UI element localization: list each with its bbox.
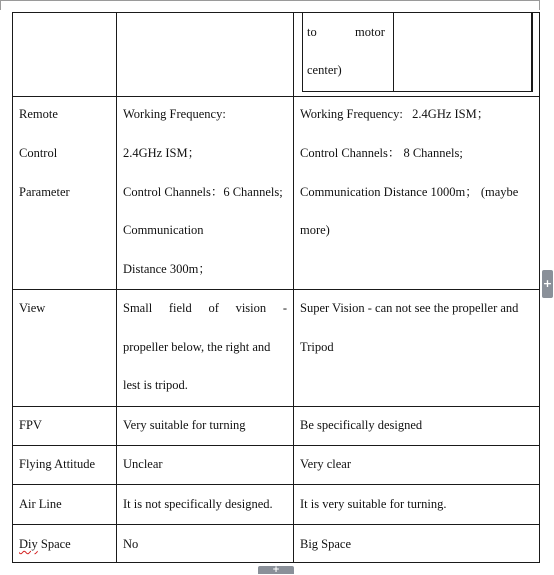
- table-border-bottom: [12, 562, 540, 563]
- row-label-air-line: Air Line: [19, 497, 62, 511]
- cell-text: Very clear: [300, 457, 352, 471]
- cell-text: Control Channels： 8 Channels;: [300, 146, 463, 160]
- cell-text: more): [300, 223, 330, 237]
- add-column-plus-icon[interactable]: +: [542, 270, 553, 298]
- nested-cell-left: [302, 12, 303, 92]
- cell-text: Communication: [123, 223, 204, 237]
- add-row-plus-icon[interactable]: +: [258, 566, 294, 574]
- word: of: [208, 301, 219, 315]
- cell-text: lest is tripod.: [123, 378, 188, 392]
- table-border-top: [12, 12, 540, 13]
- cell-text: Working Frequency:: [123, 107, 226, 121]
- word: field: [168, 301, 192, 315]
- table-border-left: [12, 12, 13, 563]
- spellcheck-word: Diy: [19, 537, 38, 551]
- cell-text: 2.4GHz ISM；: [123, 146, 201, 160]
- cell-text: Big Space: [300, 537, 352, 551]
- row-divider-6: [12, 524, 540, 525]
- page-left-border: [0, 0, 1, 10]
- row-divider-4: [12, 445, 540, 446]
- cell-text: No: [123, 537, 139, 551]
- cell-text: Unclear: [123, 457, 163, 471]
- cell-text: center): [307, 63, 342, 77]
- page-top-border: [0, 0, 540, 1]
- nested-cell-divider: [393, 12, 394, 92]
- row-label-remote: Control: [19, 146, 58, 160]
- row-label-diy-space: [19, 537, 71, 551]
- row-divider-1: [12, 96, 540, 97]
- cell-text: Working Frequency: 2.4GHz ISM；: [300, 107, 490, 121]
- table-col-divider-2: [293, 12, 294, 563]
- nested-cell-right: [531, 12, 533, 92]
- cell-text-justified: [123, 301, 287, 315]
- nested-cell-bottom: [302, 91, 533, 92]
- word: vision: [235, 301, 267, 315]
- row-divider-5: [12, 484, 540, 485]
- cell-text: motor: [355, 25, 385, 39]
- cell-text: Be specifically designed: [300, 418, 423, 432]
- cell-text: It is not specifically designed.: [123, 497, 273, 511]
- cell-text: Super Vision - can not see the propeller and: [300, 301, 519, 315]
- row-label-view: View: [19, 301, 46, 315]
- cell-text: Very suitable for turning: [123, 418, 246, 432]
- cell-text: Tripod: [300, 340, 334, 354]
- row-label-remote: Remote: [19, 107, 58, 121]
- cell-text: propeller below, the right and: [123, 340, 271, 354]
- page-right-border: [539, 0, 540, 10]
- table-border-right: [539, 12, 540, 563]
- row-divider-2: [12, 289, 540, 290]
- cell-text: to: [307, 25, 317, 39]
- cell-text: Distance 300m；: [123, 262, 211, 276]
- table-col-divider-1: [116, 12, 117, 563]
- cell-text: Control Channels：6 Channels;: [123, 185, 283, 199]
- word: Space: [40, 537, 71, 551]
- word: Small: [123, 301, 153, 315]
- row-divider-3: [12, 406, 540, 407]
- cell-text: It is very suitable for turning.: [300, 497, 447, 511]
- word: -: [282, 301, 287, 315]
- cell-text: Communication Distance 1000m； (maybe: [300, 185, 519, 199]
- row-label-flying-attitude: Flying Attitude: [19, 457, 96, 471]
- row-label-remote: Parameter: [19, 185, 70, 199]
- row-label-fpv: FPV: [19, 418, 42, 432]
